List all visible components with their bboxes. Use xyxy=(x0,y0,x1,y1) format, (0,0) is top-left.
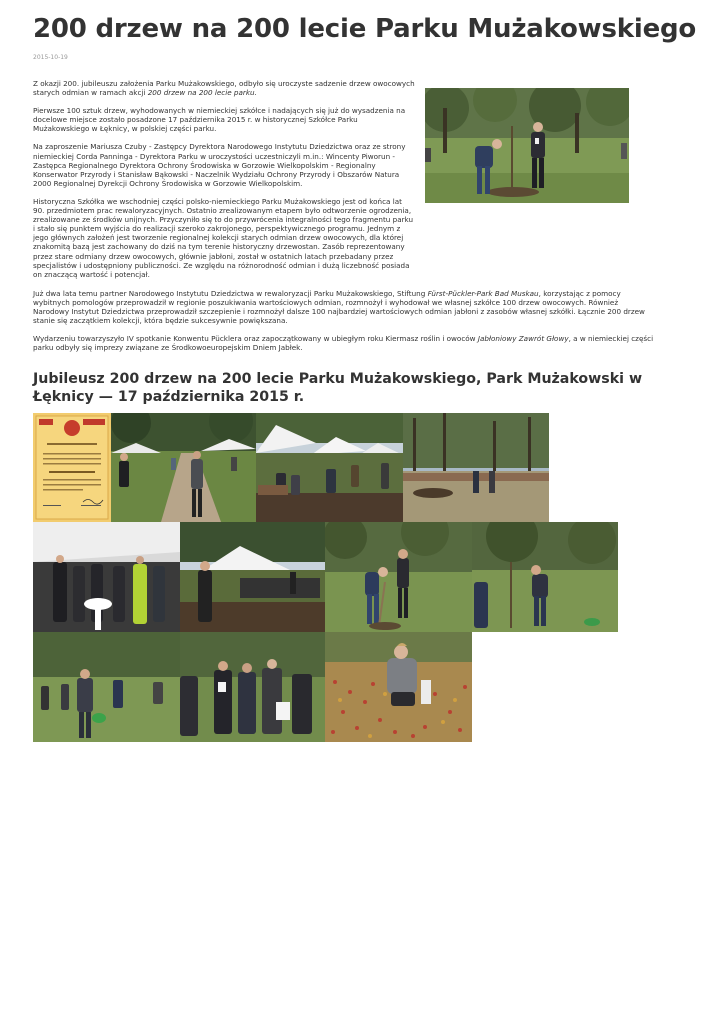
foundation-name: Fürst-Pückler-Park Bad Muskau xyxy=(427,289,539,298)
paragraph-5 xyxy=(33,289,655,325)
gallery-photo-digging[interactable] xyxy=(325,522,472,632)
paragraph-1 xyxy=(33,79,415,97)
paragraph-6-end: , a w niemieckiej części parku odbyły się imprezy związane ze Środkowoeuropejskim Dniem Jabłek. xyxy=(33,334,654,353)
gallery-photo-apples[interactable] xyxy=(325,632,472,742)
gallery-photo-speech[interactable] xyxy=(180,522,325,632)
article-title: 200 drzew na 200 lecie Parku Mużakowskiego xyxy=(33,14,697,44)
gallery-photo-diploma[interactable] xyxy=(33,413,111,522)
campaign-name: 200 drzew na 200 lecie parku xyxy=(147,88,255,98)
paragraph-5-text: Już dwa lata temu partner Narodowego Instytutu Dziedzictwa w rewaloryzacji Parku Mużakowskiego, Stiftung xyxy=(33,289,428,298)
paragraph-6 xyxy=(33,334,655,352)
article-date: 2015-10-19 xyxy=(33,54,68,61)
gallery-photo-orchard[interactable] xyxy=(403,413,549,522)
gallery-photo-tents[interactable] xyxy=(256,413,403,522)
paragraph-3: Na zaproszenie Mariusza Czuby - Zastępcy Dyrektora Narodowego Instytutu Dziedzictwa oraz ze strony niemieckiej Corda Panninga - Dyrektora Parku w uroczystości uczestniczyli m.in.: Wincenty Piworun - Zastępca Regionalnego Dyrektora Ochrony Środowiska w Gorzowie Wielkopolskim - Regionalny Konserwator Przyrody i Stanisław Bąkowski - Naczelnik Wydziału Ochrony Przyrody i Obszarów Natura 2000 Regionalnej Dyrekcji Ochrony Środowiska w Gorzowie Wielkopolskim. xyxy=(33,142,406,188)
gallery-photo-guests[interactable] xyxy=(180,632,325,742)
gallery-photo-watering[interactable] xyxy=(33,632,180,742)
gallery-photo-park-path[interactable] xyxy=(111,413,256,522)
gallery-photo-planting-pair[interactable] xyxy=(472,522,618,632)
paragraph-4: Historyczna Szkółka we wschodniej części polsko-niemieckiego Parku Mużakowskiego jest od końca lat 90. przedmiotem prac rewaloryzacyjnych. Ostatnio zrealizowanym etapem było odtworzenie ogrodzenia, zrealizowane ze środków unijnych. Przyczyniło się to do przywrócenia integralności tego fragmentu parku i stało się punktem wyjścia do realizacji szeroko zakrojonego, perspektywicznego programu. Jednym z jego głównych założeń jest tworzenie regionalnej kolekcji starych odmian drzew owocowych, dla której znakomitą bazą jest zachowany do dziś na tym terenie historyczny drzewostan. Zasób reprezentowany przez stare odmiany drzew owocowych, głównie jabłoni, został w ostatnich latach przebadany przez specjalistów i udostępniony publiczności. Ze względu na różnorodność odmian i dużą liczebność posiada on znaczącą wartość i potencjał. xyxy=(33,196,414,279)
gallery-title: Jubileusz 200 drzew na 200 lecie Parku Mużakowskiego, Park Mużakowski w Łęknicy — 17 października 2015 r. xyxy=(33,371,643,405)
paragraph-6-text: Wydarzeniu towarzyszyło IV spotkanie Konwentu Pücklera oraz zapoczątkowany w ubiegłym roku Kiermasz roślin i owoców xyxy=(33,334,478,344)
article-body-wide xyxy=(33,289,655,362)
fair-name: Jabłoniowy Zawrót Głowy xyxy=(477,334,569,344)
paragraph-2: Pierwsze 100 sztuk drzew, wyhodowanych w niemieckiej szkółce i nadających się już do wysadzenia na docelowe miejsce zostało posadzone 17 października 2015 r. w historycznej Szkółce Parku Mużakowskiego w Łęknicy, w polskiej części parku. xyxy=(33,106,406,134)
hero-photo-tree-planting[interactable] xyxy=(425,88,629,203)
paragraph-5-end: , korzystając z pomocy wybitnych pomologów przeprowadził w regionie poszukiwania wartościowych odmian, rozmnożył i wyhodował we własnej szkółce 100 drzew owocowych. Również Narodowy Instytut Dziedzictwa przeprowadził szczepienie i rozmnożył dalsze 100 najbardziej wartościowych odmian jabłoni z zasobów własnej szkółki. Łącznie 200 drzew stanie się zaczątkiem kolekcji, która będzie sukcesywnie powiększana. xyxy=(33,289,645,326)
article-body xyxy=(33,79,415,288)
gallery-photo-tent-gathering[interactable] xyxy=(33,522,180,632)
paragraph-1-end: . xyxy=(254,88,257,98)
paragraph-1-text: Z okazji 200. jubileuszu założenia Parku Mużakowskiego, odbyło się uroczyste sadzenie drzew owocowych starych odmian w ramach akcji xyxy=(33,79,415,98)
